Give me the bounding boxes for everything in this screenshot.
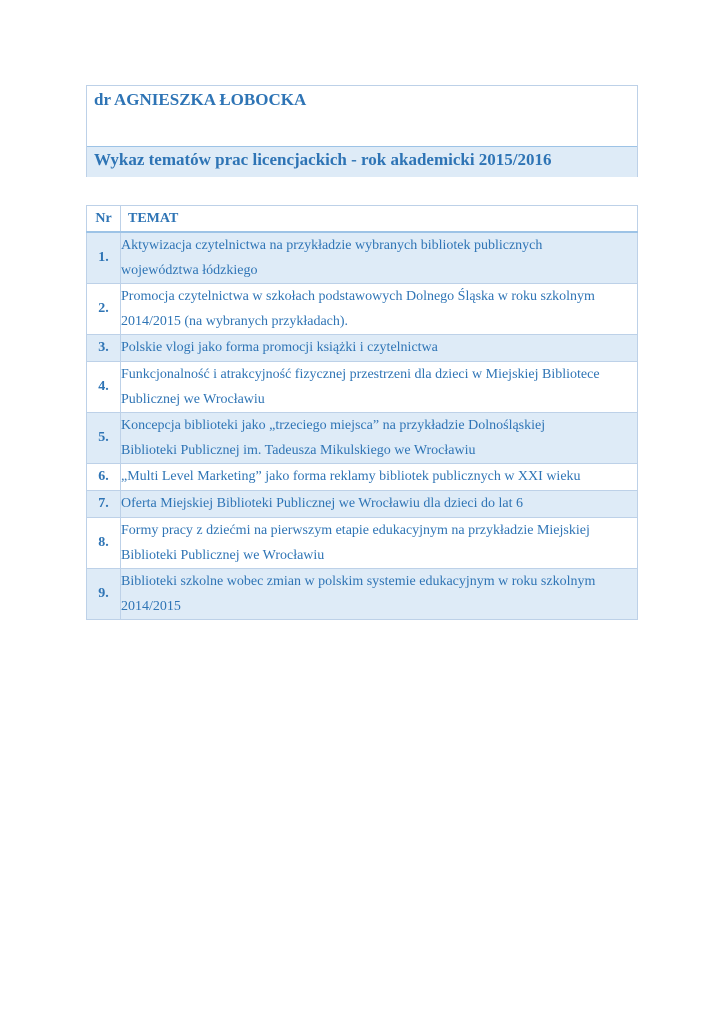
topic-line: 2014/2015 (na wybranych przykładach). <box>121 314 349 329</box>
column-header-nr: Nr <box>87 206 121 233</box>
row-topic <box>121 362 638 413</box>
row-topic <box>121 464 638 491</box>
topic-line: 2014/2015 <box>121 599 181 614</box>
row-number: 8. <box>87 518 121 569</box>
row-topic <box>121 518 638 569</box>
topic-line: Promocja czytelnictwa w szkołach podstawowych Dolnego Śląska w roku szkolnym <box>121 289 595 304</box>
topics-table <box>86 205 638 620</box>
list-title: Wykaz tematów prac licencjackich - rok akademicki 2015/2016 <box>87 147 637 177</box>
topic-line: „Multi Level Marketing” jako forma reklamy bibliotek publicznych w XXI wieku <box>121 469 581 484</box>
row-number: 2. <box>87 284 121 335</box>
topic-line: Biblioteki Publicznej we Wrocławiu <box>121 548 325 563</box>
row-topic <box>121 232 638 284</box>
table-header-row <box>87 206 638 233</box>
topic-line: województwa łódzkiego <box>121 263 258 278</box>
supervisor-name: dr AGNIESZKA ŁOBOCKA <box>87 86 637 147</box>
header-box <box>86 85 638 177</box>
table-row <box>87 232 638 284</box>
column-header-temat: TEMAT <box>121 206 638 233</box>
row-topic <box>121 569 638 620</box>
table-row <box>87 518 638 569</box>
row-number: 6. <box>87 464 121 491</box>
row-number: 9. <box>87 569 121 620</box>
row-number: 1. <box>87 232 121 284</box>
topic-line: Polskie vlogi jako forma promocji książki i czytelnictwa <box>121 340 438 355</box>
table-row <box>87 335 638 362</box>
topic-line: Formy pracy z dziećmi na pierwszym etapie edukacyjnym na przykładzie Miejskiej <box>121 523 590 538</box>
table-row <box>87 569 638 620</box>
topic-line: Publicznej we Wrocławiu <box>121 392 265 407</box>
table-row <box>87 284 638 335</box>
topic-line: Oferta Miejskiej Biblioteki Publicznej we Wrocławiu dla dzieci do lat 6 <box>121 496 523 511</box>
table-row <box>87 413 638 464</box>
row-number: 3. <box>87 335 121 362</box>
table-row <box>87 362 638 413</box>
table-row <box>87 491 638 518</box>
topic-line: Aktywizacja czytelnictwa na przykładzie wybranych bibliotek publicznych <box>121 238 543 253</box>
topic-line: Biblioteki Publicznej im. Tadeusza Mikulskiego we Wrocławiu <box>121 443 476 458</box>
row-topic <box>121 284 638 335</box>
row-number: 5. <box>87 413 121 464</box>
topic-line: Biblioteki szkolne wobec zmian w polskim systemie edukacyjnym w roku szkolnym <box>121 574 596 589</box>
table-row <box>87 464 638 491</box>
topic-line: Koncepcja biblioteki jako „trzeciego miejsca” na przykładzie Dolnośląskiej <box>121 418 546 433</box>
row-topic <box>121 491 638 518</box>
row-number: 4. <box>87 362 121 413</box>
row-number: 7. <box>87 491 121 518</box>
topic-line: Funkcjonalność i atrakcyjność fizycznej przestrzeni dla dzieci w Miejskiej Bibliotece <box>121 367 600 382</box>
row-topic <box>121 413 638 464</box>
row-topic <box>121 335 638 362</box>
